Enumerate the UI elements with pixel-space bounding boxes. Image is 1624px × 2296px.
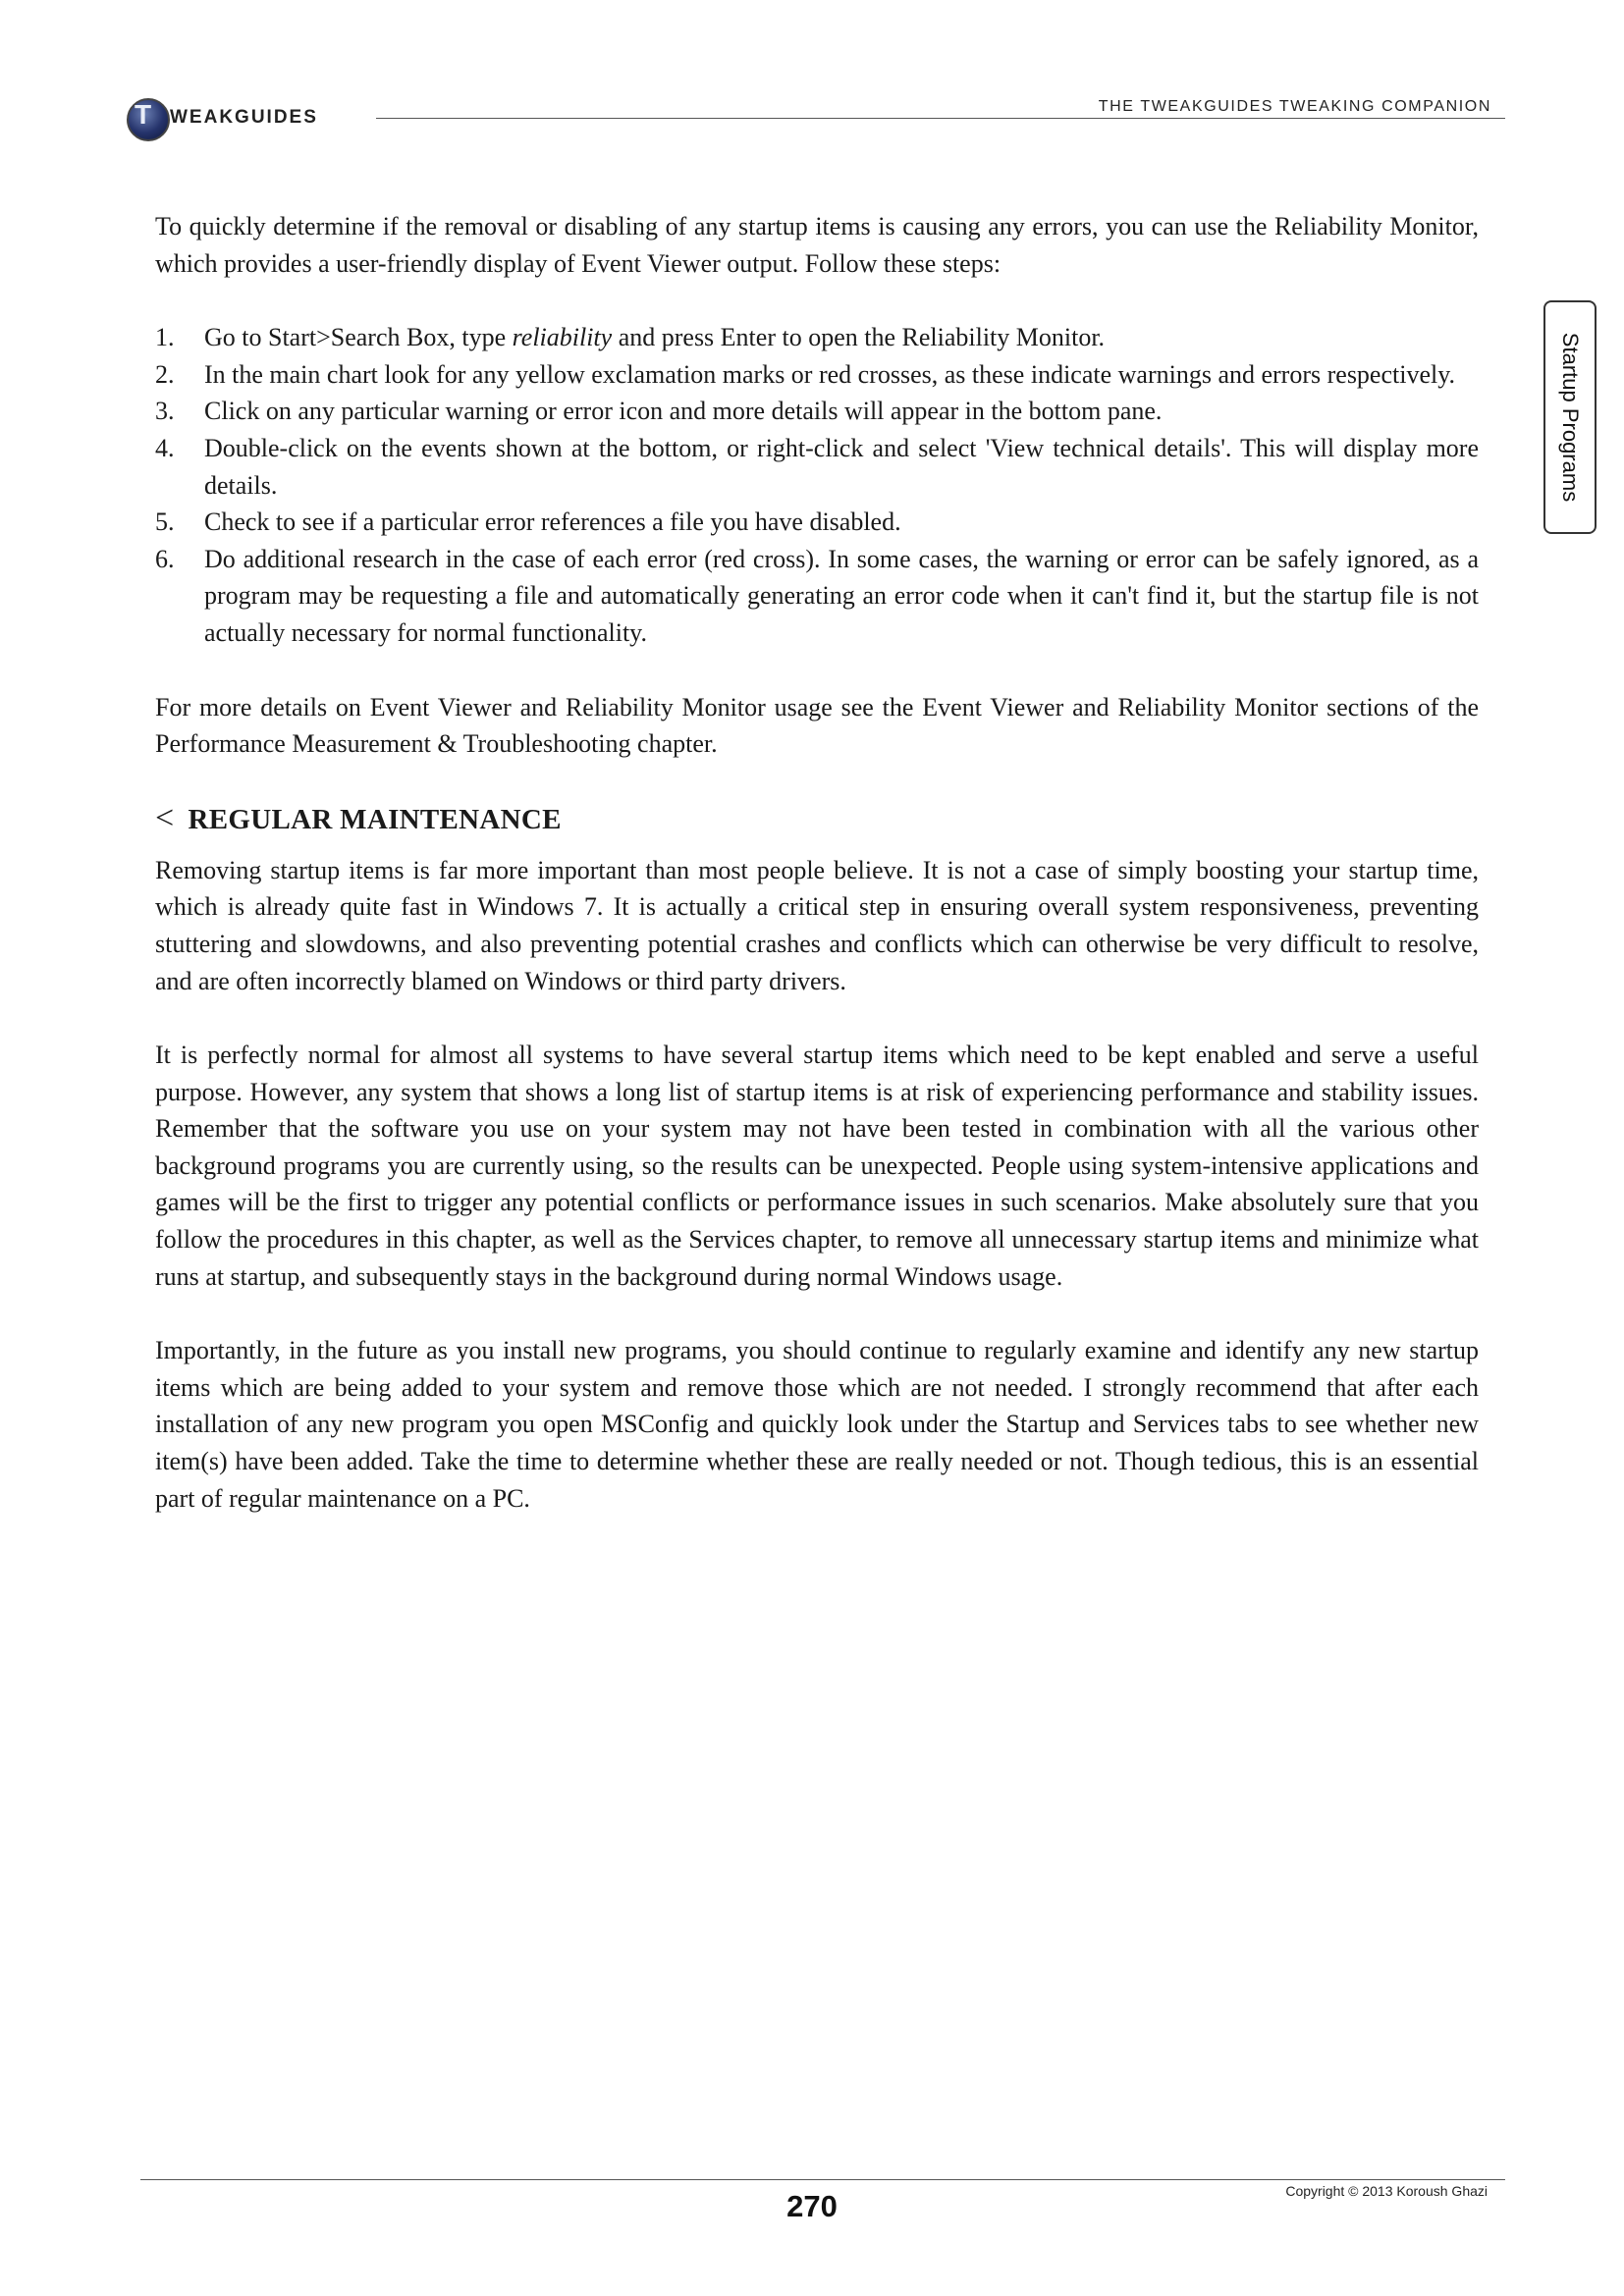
list-item (155, 393, 1479, 430)
list-item-text: Double-click on the events shown at the bottom, or right-click and select 'View technical details'. This will display more details. (204, 433, 1479, 500)
list-item-number: 3. (155, 397, 175, 426)
copyright-notice: Copyright © 2013 Koroush Ghazi (1285, 2183, 1488, 2199)
intro-paragraph: To quickly determine if the removal or disabling of any startup items is causing any errors, you can use the Reliability Monitor, which provides a user-friendly display of Event Viewer output. Follow these steps: (155, 212, 1479, 278)
list-item-text: and press Enter to open the Reliability Monitor. (612, 323, 1106, 352)
list-item-number: 2. (155, 359, 175, 389)
list-item (155, 541, 1479, 652)
list-item (155, 430, 1479, 504)
list-item-number: 4. (155, 433, 175, 462)
list-item (155, 504, 1479, 541)
header-divider (376, 118, 1505, 119)
section-heading (155, 800, 1479, 837)
list-item-number: 1. (155, 323, 175, 352)
list-item-text: Go to Start>Search Box, type (204, 323, 513, 352)
list-item-number: 5. (155, 507, 175, 537)
chapter-side-tab (1543, 300, 1597, 534)
more-details-paragraph: For more details on Event Viewer and Reliability Monitor usage see the Event Viewer and Reliability Monitor sections of the Performance Measurement & Troubleshooting chapter. (155, 692, 1479, 759)
list-item-text: Click on any particular warning or error icon and more details will appear in the bottom pane. (204, 397, 1163, 426)
section-title: REGULAR MAINTENANCE (188, 803, 562, 835)
footer-divider (140, 2179, 1505, 2180)
chapter-side-tab-label: Startup Programs (1558, 332, 1583, 503)
list-item-text: In the main chart look for any yellow exclamation marks or red crosses, as these indicate warnings and errors respectively. (204, 359, 1456, 389)
list-item-number: 6. (155, 544, 175, 573)
steps-list (155, 319, 1479, 651)
list-item (155, 356, 1479, 394)
list-item-text: Do additional research in the case of each error (red cross). In some cases, the warning or error can be safely ignored, as a program may be requesting a file and automatically generating an error code when it can't find it, but the startup file is not actually necessary for normal functionality. (204, 544, 1479, 647)
document-title: THE TWEAKGUIDES TWEAKING COMPANION (1098, 98, 1491, 115)
logo-text: WEAKGUIDES (170, 107, 318, 128)
section-marker-icon: < (155, 799, 175, 836)
list-item (155, 319, 1479, 356)
tweakguides-logo (125, 96, 360, 143)
page-body (155, 208, 1479, 1517)
list-item-text: Check to see if a particular error references a file you have disabled. (204, 507, 901, 537)
body-paragraph: Removing startup items is far more important than most people believe. It is not a case of simply boosting your startup time, which is already quite fast in Windows 7. It is actually a critical step in ensuring overall system responsiveness, preventing stuttering and slowdowns, and also preventing potential crashes and conflicts which can otherwise be very difficult to resolve, and are often incorrectly blamed on Windows or third party drivers. (155, 855, 1479, 995)
list-item-emphasis: reliability (512, 323, 613, 352)
body-paragraph: It is perfectly normal for almost all systems to have several startup items which need to be kept enabled and serve a useful purpose. However, any system that shows a long list of startup items is at risk of experiencing performance and stability issues. Remember that the software you use on your system may not have been tested in combination with all the various other background programs you are currently using, so the results can be unexpected. People using system-intensive applications and games will be the first to trigger any potential conflicts or performance issues in such scenarios. Make absolutely sure that you follow the procedures in this chapter, as well as the Services chapter, to remove all unnecessary startup items and minimize what runs at startup, and subsequently stays in the background during normal Windows usage. (155, 1041, 1479, 1291)
page-number: 270 (786, 2189, 838, 2223)
body-paragraph: Importantly, in the future as you install new programs, you should continue to regularly examine and identify any new startup items which are being added to your system and remove those which are not needed. I strongly recommend that after each installation of any new program you open MSConfig and quickly look under the Startup and Services tabs to see whether new item(s) have been added. Take the time to determine whether these are really needed or not. Though tedious, this is an essential part of regular maintenance on a PC. (155, 1336, 1479, 1513)
logo-initial: T (135, 99, 152, 130)
